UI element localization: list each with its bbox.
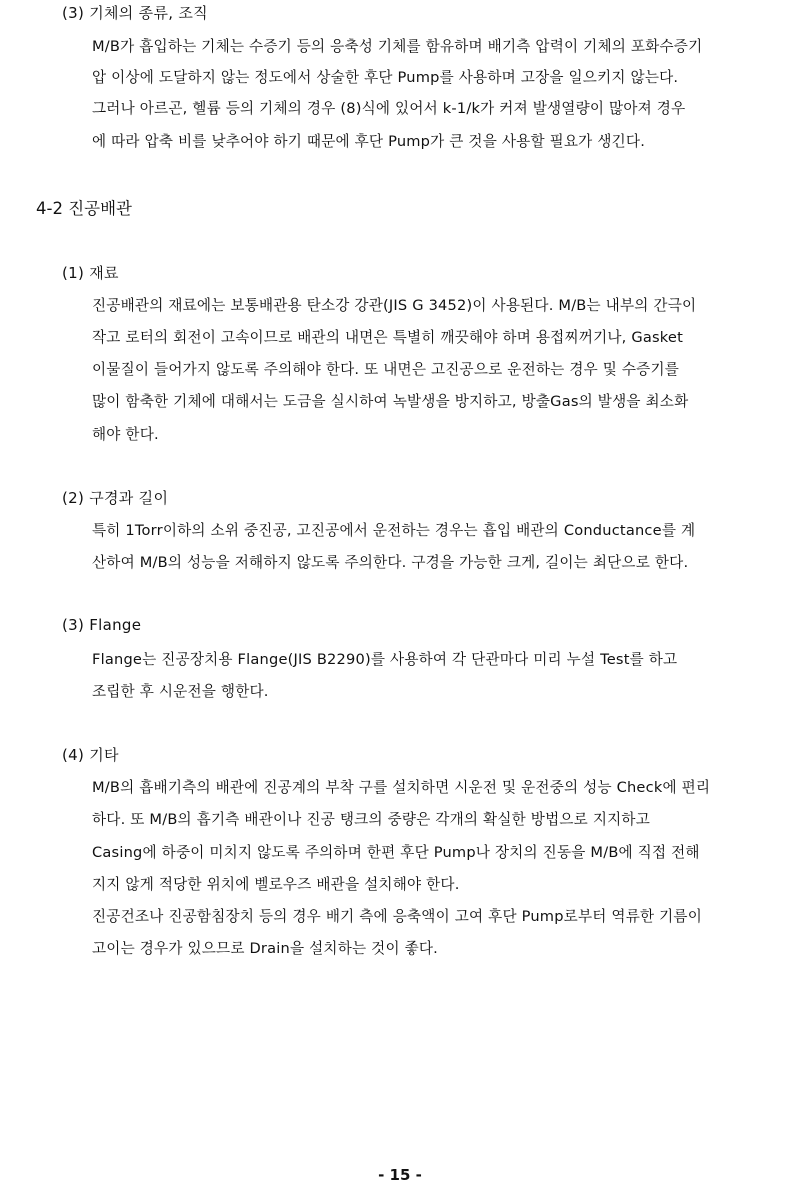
etc-line-1: M/B의 흡배기측의 배관에 진공계의 부착 구를 설치하면 시운전 및 운전중의 성능 Check에 편리 [92, 779, 711, 796]
gas-type-line-1: M/B가 흡입하는 기체는 수증기 등의 응축성 기체를 함유하며 배기측 압력이 기체의 포화수증기 [92, 38, 703, 55]
gas-type-line-2: 압 이상에 도달하지 않는 정도에서 상술한 후단 Pump를 사용하며 고장을 일으키지 않는다. [92, 69, 679, 86]
material-line-1: 진공배관의 재료에는 보통배관용 탄소강 강관(JIS G 3452)이 사용된다. M/B는 내부의 간극이 [92, 297, 697, 314]
etc-line-5: 진공건조나 진공함침장치 등의 경우 배기 측에 응축액이 고여 후단 Pump로부터 역류한 기름이 [92, 908, 703, 925]
diameter-line-2: 산하여 M/B의 성능을 저해하지 않도록 주의한다. 구경을 가능한 크게, 길이는 최단으로 한다. [92, 554, 689, 571]
diameter-heading: (2) 구경과 길이 [62, 489, 169, 507]
etc-line-6: 고이는 경우가 있으므로 Drain을 설치하는 것이 좋다. [92, 940, 439, 957]
flange-heading: (3) Flange [62, 616, 142, 634]
material-line-3: 이물질이 들어가지 않도록 주의해야 한다. 또 내면은 고진공으로 운전하는 경우 및 수증기를 [92, 361, 680, 378]
gas-type-line-4: 에 따라 압축 비를 낮추어야 하기 때문에 후단 Pump가 큰 것을 사용할 필요가 생긴다. [92, 133, 646, 150]
material-line-4: 많이 함축한 기체에 대해서는 도금을 실시하여 녹발생을 방지하고, 방출Gas의 발생을 최소화 [92, 393, 689, 410]
material-line-5: 해야 한다. [92, 426, 159, 443]
material-heading: (1) 재료 [62, 264, 119, 282]
flange-line-1: Flange는 진공장치용 Flange(JIS B2290)를 사용하여 각 단관마다 미리 누설 Test를 하고 [92, 651, 678, 668]
etc-line-2: 하다. 또 M/B의 흡기측 배관이나 진공 탱크의 중량은 각개의 확실한 방법으로 지지하고 [92, 811, 651, 828]
gas-type-line-3: 그러나 아르곤, 헬륨 등의 기체의 경우 (8)식에 있어서 k-1/k가 커져 발생열량이 많아져 경우 [92, 100, 686, 117]
flange-line-2: 조립한 후 시운전을 행한다. [92, 683, 269, 700]
material-line-2: 작고 로터의 회전이 고속이므로 배관의 내면은 특별히 깨끗해야 하며 용접찌꺼기나, Gasket [92, 329, 684, 346]
etc-line-3: Casing에 하중이 미치지 않도록 주의하며 한편 후단 Pump나 장치의 진동을 M/B에 직접 전해 [92, 844, 700, 861]
page-number: - 15 - [378, 1166, 422, 1184]
etc-line-4: 지지 않게 적당한 위치에 벨로우즈 배관을 설치해야 한다. [92, 876, 460, 893]
etc-heading: (4) 기타 [62, 746, 119, 764]
gas-type-heading: (3) 기체의 종류, 조직 [62, 4, 208, 22]
diameter-line-1: 특히 1Torr이하의 소위 중진공, 고진공에서 운전하는 경우는 흡입 배관의 Conductance를 계 [92, 522, 696, 539]
section-title: 4-2 진공배관 [36, 199, 132, 218]
